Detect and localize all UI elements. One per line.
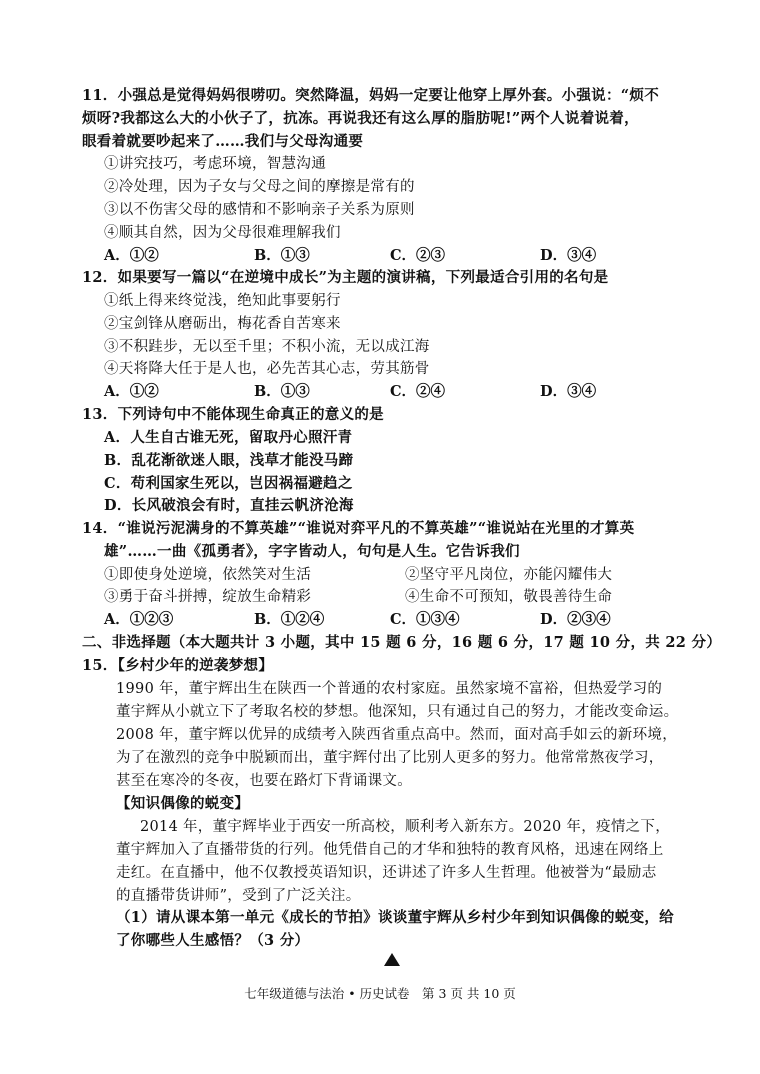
q15-para1-line5: 甚至在寒冷的冬夜，也要在路灯下背诵课文。 (116, 773, 412, 789)
q15-heading: 15．【乡村少年的逆袭梦想】 (82, 657, 274, 674)
q11-stem-line3: 眼看着就要吵起来了……我们与父母沟通要 (82, 133, 364, 150)
page-footer: 七年级道德与法治 • 历史试卷 第 3 页 共 10 页 (244, 986, 516, 1001)
q12-stem: 12．如果要写一篇以“在逆境中成长”为主题的演讲稿，下列最适合引用的名句是 (82, 269, 609, 286)
q12-option-a: A．①② (104, 383, 159, 400)
q14-item-2: ②坚守平凡岗位，亦能闪耀伟大 (405, 567, 613, 583)
q13-option-a: A．人生自古谁无死，留取丹心照汗青 (104, 429, 353, 446)
q11-stem-line2: 烦呀?我都这么大的小伙子了，抗冻。再说我还有这么厚的脂肪呢!”两个人说着说着， (82, 110, 639, 127)
q15-para1-line1: 1990 年，董宇辉出生在陕西一个普通的农村家庭。虽然家境不富裕，但热爱学习的 (116, 681, 663, 697)
q15-para2-line2: 董宇辉加入了直播带货的行列。他凭借自己的才华和独特的教育风格，迅速在网络上 (116, 842, 664, 858)
q12-option-c: C．②④ (390, 383, 446, 400)
q15-para2-line3: 走红。在直播中，他不仅教授英语知识，还讲述了许多人生哲理。他被誉为“最励志 (116, 865, 657, 881)
triangle-up-icon (384, 953, 400, 966)
q14-option-a: A．①②③ (104, 611, 174, 628)
q15-para1-line3: 2008 年，董宇辉以优异的成绩考入陕西省重点高中。然而，面对高手如云的新环境， (116, 727, 678, 743)
q11-option-b: B．①③ (254, 247, 310, 264)
q14-item-3: ③勇于奋斗拼搏，绽放生命精彩 (104, 589, 312, 605)
q15-heading-2: 【知识偶像的蜕变】 (116, 795, 250, 812)
q14-item-1: ①即使身处逆境，依然笑对生活 (104, 567, 312, 583)
q13-option-d: D．长风破浪会有时，直挂云帆济沧海 (104, 497, 354, 514)
q14-option-d: D．②③④ (540, 611, 611, 628)
q11-item-2: ②冷处理，因为子女与父母之间的摩擦是常有的 (104, 179, 415, 195)
section-heading: 二、非选择题（本大题共计 3 小题，其中 15 题 6 分，16 题 6 分，17 题 10 分，共 22 分） (82, 634, 722, 651)
q12-item-1: ①纸上得来终觉浅，绝知此事要躬行 (104, 293, 341, 309)
q11-option-d: D．③④ (540, 247, 597, 264)
q11-stem-line1: 11．小强总是觉得妈妈很唠叨。突然降温，妈妈一定要让他穿上厚外套。小强说：“烦不 (82, 87, 660, 104)
q13-option-b: B．乱花渐欲迷人眼，浅草才能没马蹄 (104, 452, 354, 469)
q12-option-b: B．①③ (254, 383, 310, 400)
q15-para1-line4: 为了在激烈的竞争中脱颖而出，董宇辉付出了比别人更多的努力。他常常熬夜学习， (116, 750, 664, 766)
q12-item-4: ④天将降大任于是人也，必先苦其心志，劳其筋骨 (104, 361, 430, 377)
q15-para1-line2: 董宇辉从小就立下了考取名校的梦想。他深知，只有通过自己的努力，才能改变命运。 (116, 704, 679, 720)
q14-stem-line2: 雄”……一曲《孤勇者》，字字皆动人，句句是人生。它告诉我们 (104, 543, 520, 560)
q11-item-1: ①讲究技巧，考虑环境，智慧沟通 (104, 156, 326, 172)
q15-sub1-line1: （1）请从课本第一单元《成长的节拍》谈谈董宇辉从乡村少年到知识偶像的蜕变，给 (116, 909, 674, 926)
q14-option-b: B．①②④ (254, 611, 325, 628)
q13-option-c: C．苟利国家生死以，岂因祸福避趋之 (104, 475, 353, 492)
q12-option-d: D．③④ (540, 383, 597, 400)
q14-stem-line1: 14．“谁说污泥满身的不算英雄”“谁说对弈平凡的不算英雄”“谁说站在光里的才算英 (82, 520, 635, 537)
q11-option-c: C．②③ (390, 247, 446, 264)
q12-item-3: ③不积跬步，无以至千里；不积小流，无以成江海 (104, 339, 430, 355)
q11-item-4: ④顺其自然，因为父母很难理解我们 (104, 225, 341, 241)
q12-item-2: ②宝剑锋从磨砺出，梅花香自苦寒来 (104, 316, 341, 332)
q15-para2-line4: 的直播带货讲师”，受到了广泛关注。 (116, 888, 361, 904)
q13-stem: 13．下列诗句中不能体现生命真正的意义的是 (82, 406, 384, 423)
q14-item-4: ④生命不可预知，敬畏善待生命 (405, 589, 613, 605)
q15-sub1-line2: 了你哪些人生感悟？（3 分） (116, 932, 310, 949)
q11-option-a: A．①② (104, 247, 159, 264)
q14-option-c: C．①③④ (390, 611, 460, 628)
q11-item-3: ③以不伤害父母的感情和不影响亲子关系为原则 (104, 202, 415, 218)
q15-para2-line1: 2014 年，董宇辉毕业于西安一所高校，顺利考入新东方。2020 年，疫情之下， (140, 819, 671, 835)
